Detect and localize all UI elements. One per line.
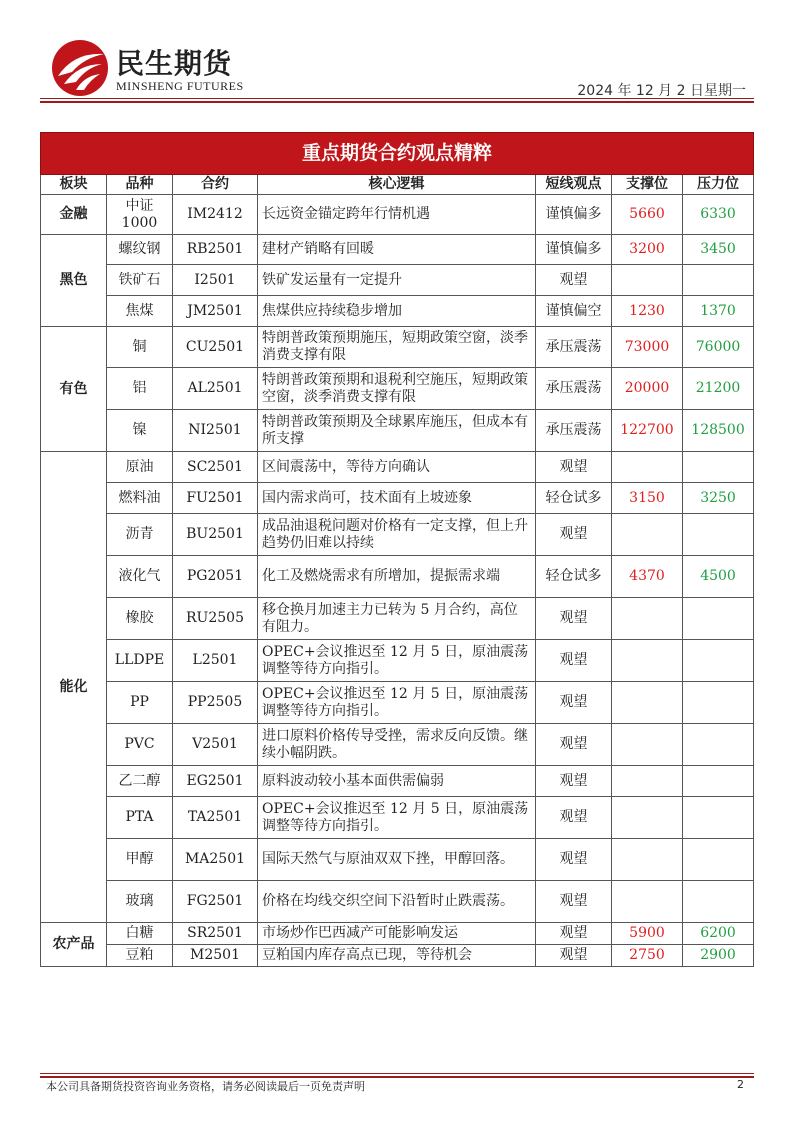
support-cell: 1230 xyxy=(612,296,683,327)
logic-cell: 建材产销略有回暖 xyxy=(258,235,536,265)
contract-cell: FU2501 xyxy=(173,483,258,514)
footer-divider xyxy=(40,1073,754,1074)
variety-cell: 燃料油 xyxy=(107,483,173,514)
table-row xyxy=(41,368,754,410)
contract-cell: CU2501 xyxy=(173,327,258,368)
variety-cell: PVC xyxy=(107,724,173,766)
logic-cell: 原料波动较小基本面供需偏弱 xyxy=(258,766,536,797)
support-cell xyxy=(612,839,683,881)
table-row xyxy=(41,797,754,839)
contract-cell: AL2501 xyxy=(173,368,258,410)
table-row xyxy=(41,923,754,945)
view-cell: 承压震荡 xyxy=(536,327,612,368)
table-row xyxy=(41,556,754,598)
resistance-cell: 3450 xyxy=(683,235,754,265)
table-row xyxy=(41,724,754,766)
support-cell xyxy=(612,766,683,797)
disclaimer-text: 本公司具备期货投资咨询业务资格，请务必阅读最后一页免责声明 xyxy=(46,1080,365,1093)
contract-cell: BU2501 xyxy=(173,514,258,556)
logic-cell: 豆粕国内库存高点已现，等待机会 xyxy=(258,945,536,967)
contract-cell: M2501 xyxy=(173,945,258,967)
logic-cell: 市场炒作巴西减产可能影响发运 xyxy=(258,923,536,945)
contract-cell: IM2412 xyxy=(173,195,258,235)
view-cell: 谨慎偏多 xyxy=(536,195,612,235)
support-cell: 3150 xyxy=(612,483,683,514)
variety-cell: 中证 1000 xyxy=(107,195,173,235)
contract-cell: V2501 xyxy=(173,724,258,766)
logic-cell: 化工及燃烧需求有所增加，提振需求端 xyxy=(258,556,536,598)
resistance-cell: 6330 xyxy=(683,195,754,235)
contract-cell: L2501 xyxy=(173,640,258,682)
view-cell: 观望 xyxy=(536,640,612,682)
contract-cell: RB2501 xyxy=(173,235,258,265)
table-row xyxy=(41,265,754,296)
resistance-cell: 6200 xyxy=(683,923,754,945)
support-cell: 5660 xyxy=(612,195,683,235)
sector-cell: 能化 xyxy=(41,452,107,923)
logic-cell: 特朗普政策预期及全球累库施压，但成本有所支撑 xyxy=(258,410,536,452)
variety-cell: 沥青 xyxy=(107,514,173,556)
contract-cell: TA2501 xyxy=(173,797,258,839)
support-cell xyxy=(612,640,683,682)
logic-cell: 特朗普政策预期和退税利空施压，短期政策空窗，淡季消费支撑有限 xyxy=(258,368,536,410)
resistance-cell: 3250 xyxy=(683,483,754,514)
futures-table-container xyxy=(40,132,753,967)
resistance-cell xyxy=(683,682,754,724)
logic-cell: 特朗普政策预期施压，短期政策空窗，淡季消费支撑有限 xyxy=(258,327,536,368)
resistance-cell: 1370 xyxy=(683,296,754,327)
variety-cell: 橡胶 xyxy=(107,598,173,640)
table-title: 重点期货合约观点精粹 xyxy=(41,133,754,175)
variety-cell: 螺纹钢 xyxy=(107,235,173,265)
page-number: 2 xyxy=(737,1078,744,1091)
view-cell: 观望 xyxy=(536,452,612,483)
table-row xyxy=(41,452,754,483)
header-divider xyxy=(40,98,754,99)
view-cell: 谨慎偏空 xyxy=(536,296,612,327)
column-header: 支撑位 xyxy=(612,175,683,195)
logic-cell: 进口原料价格传导受挫，需求反向反馈。继续小幅阴跌。 xyxy=(258,724,536,766)
table-row xyxy=(41,640,754,682)
contract-cell: RU2505 xyxy=(173,598,258,640)
view-cell: 观望 xyxy=(536,265,612,296)
variety-cell: PP xyxy=(107,682,173,724)
sector-cell: 有色 xyxy=(41,327,107,452)
table-body xyxy=(41,195,754,967)
contract-cell: MA2501 xyxy=(173,839,258,881)
brand-name: 民生期货 xyxy=(116,47,233,80)
variety-cell: 甲醇 xyxy=(107,839,173,881)
logic-cell: OPEC+会议推迟至 12 月 5 日，原油震荡调整等待方向指引。 xyxy=(258,640,536,682)
table-row xyxy=(41,514,754,556)
resistance-cell: 76000 xyxy=(683,327,754,368)
column-header: 板块 xyxy=(41,175,107,195)
view-cell: 轻仓试多 xyxy=(536,556,612,598)
contract-cell: FG2501 xyxy=(173,881,258,923)
logic-cell: 移仓换月加速主力已转为 5 月合约，高位有阻力。 xyxy=(258,598,536,640)
variety-cell: 液化气 xyxy=(107,556,173,598)
minsheng-logo-icon xyxy=(50,38,110,98)
table-row xyxy=(41,483,754,514)
view-cell: 观望 xyxy=(536,682,612,724)
variety-cell: 玻璃 xyxy=(107,881,173,923)
view-cell: 观望 xyxy=(536,598,612,640)
support-cell: 20000 xyxy=(612,368,683,410)
support-cell xyxy=(612,452,683,483)
resistance-cell xyxy=(683,766,754,797)
variety-cell: 白糖 xyxy=(107,923,173,945)
view-cell: 观望 xyxy=(536,839,612,881)
table-row xyxy=(41,235,754,265)
view-cell: 观望 xyxy=(536,923,612,945)
view-cell: 轻仓试多 xyxy=(536,483,612,514)
variety-cell: 焦煤 xyxy=(107,296,173,327)
table-row xyxy=(41,839,754,881)
view-cell: 观望 xyxy=(536,514,612,556)
support-cell xyxy=(612,724,683,766)
contract-cell: PP2505 xyxy=(173,682,258,724)
contract-cell: NI2501 xyxy=(173,410,258,452)
contract-cell: PG2051 xyxy=(173,556,258,598)
sector-cell: 金融 xyxy=(41,195,107,235)
table-row xyxy=(41,766,754,797)
variety-cell: 豆粕 xyxy=(107,945,173,967)
sector-cell: 黑色 xyxy=(41,235,107,327)
variety-cell: 镍 xyxy=(107,410,173,452)
column-header: 核心逻辑 xyxy=(258,175,536,195)
view-cell: 承压震荡 xyxy=(536,368,612,410)
support-cell: 4370 xyxy=(612,556,683,598)
resistance-cell xyxy=(683,514,754,556)
resistance-cell: 2900 xyxy=(683,945,754,967)
support-cell xyxy=(612,797,683,839)
resistance-cell xyxy=(683,640,754,682)
resistance-cell xyxy=(683,724,754,766)
logic-cell: 区间震荡中，等待方向确认 xyxy=(258,452,536,483)
table-row xyxy=(41,410,754,452)
header-divider-thick xyxy=(40,101,754,103)
logic-cell: 成品油退税问题对价格有一定支撑，但上升趋势仍旧难以持续 xyxy=(258,514,536,556)
view-cell: 观望 xyxy=(536,724,612,766)
table-row xyxy=(41,296,754,327)
resistance-cell xyxy=(683,265,754,296)
column-header: 短线观点 xyxy=(536,175,612,195)
logic-cell: 铁矿发运量有一定提升 xyxy=(258,265,536,296)
support-cell: 5900 xyxy=(612,923,683,945)
resistance-cell xyxy=(683,839,754,881)
column-header: 合约 xyxy=(173,175,258,195)
contract-cell: SR2501 xyxy=(173,923,258,945)
logic-cell: 价格在均线交织空间下沿暂时止跌震荡。 xyxy=(258,881,536,923)
logic-cell: 国际天然气与原油双双下挫，甲醇回落。 xyxy=(258,839,536,881)
contract-cell: I2501 xyxy=(173,265,258,296)
support-cell: 122700 xyxy=(612,410,683,452)
table-header-row xyxy=(41,175,754,195)
variety-cell: 铝 xyxy=(107,368,173,410)
support-cell xyxy=(612,598,683,640)
sector-cell: 农产品 xyxy=(41,923,107,967)
report-date: 2024 年 12 月 2 日星期一 xyxy=(577,83,746,99)
contract-cell: JM2501 xyxy=(173,296,258,327)
support-cell: 2750 xyxy=(612,945,683,967)
logic-cell: 国内需求尚可，技术面有上坡迹象 xyxy=(258,483,536,514)
support-cell xyxy=(612,881,683,923)
view-cell: 观望 xyxy=(536,945,612,967)
table-row xyxy=(41,598,754,640)
variety-cell: LLDPE xyxy=(107,640,173,682)
table-row xyxy=(41,945,754,967)
view-cell: 谨慎偏多 xyxy=(536,235,612,265)
view-cell: 观望 xyxy=(536,797,612,839)
logic-cell: OPEC+会议推迟至 12 月 5 日，原油震荡调整等待方向指引。 xyxy=(258,682,536,724)
support-cell: 73000 xyxy=(612,327,683,368)
resistance-cell xyxy=(683,881,754,923)
view-cell: 观望 xyxy=(536,881,612,923)
resistance-cell: 128500 xyxy=(683,410,754,452)
support-cell xyxy=(612,682,683,724)
column-header: 压力位 xyxy=(683,175,754,195)
resistance-cell xyxy=(683,452,754,483)
variety-cell: 铜 xyxy=(107,327,173,368)
variety-cell: 原油 xyxy=(107,452,173,483)
logic-cell: 焦煤供应持续稳步增加 xyxy=(258,296,536,327)
view-cell: 承压震荡 xyxy=(536,410,612,452)
variety-cell: 铁矿石 xyxy=(107,265,173,296)
logic-cell: OPEC+会议推迟至 12 月 5 日，原油震荡调整等待方向指引。 xyxy=(258,797,536,839)
table-row xyxy=(41,881,754,923)
table-row xyxy=(41,195,754,235)
contract-cell: SC2501 xyxy=(173,452,258,483)
table-row xyxy=(41,682,754,724)
page-header xyxy=(40,30,754,100)
column-header: 品种 xyxy=(107,175,173,195)
logic-cell: 长远资金锚定跨年行情机遇 xyxy=(258,195,536,235)
table-row xyxy=(41,327,754,368)
resistance-cell: 21200 xyxy=(683,368,754,410)
resistance-cell xyxy=(683,598,754,640)
resistance-cell xyxy=(683,797,754,839)
variety-cell: PTA xyxy=(107,797,173,839)
brand-name-en: MINSHENG FUTURES xyxy=(116,79,244,93)
view-cell: 观望 xyxy=(536,766,612,797)
support-cell: 3200 xyxy=(612,235,683,265)
variety-cell: 乙二醇 xyxy=(107,766,173,797)
support-cell xyxy=(612,265,683,296)
support-cell xyxy=(612,514,683,556)
futures-table xyxy=(40,132,754,967)
resistance-cell: 4500 xyxy=(683,556,754,598)
contract-cell: EG2501 xyxy=(173,766,258,797)
